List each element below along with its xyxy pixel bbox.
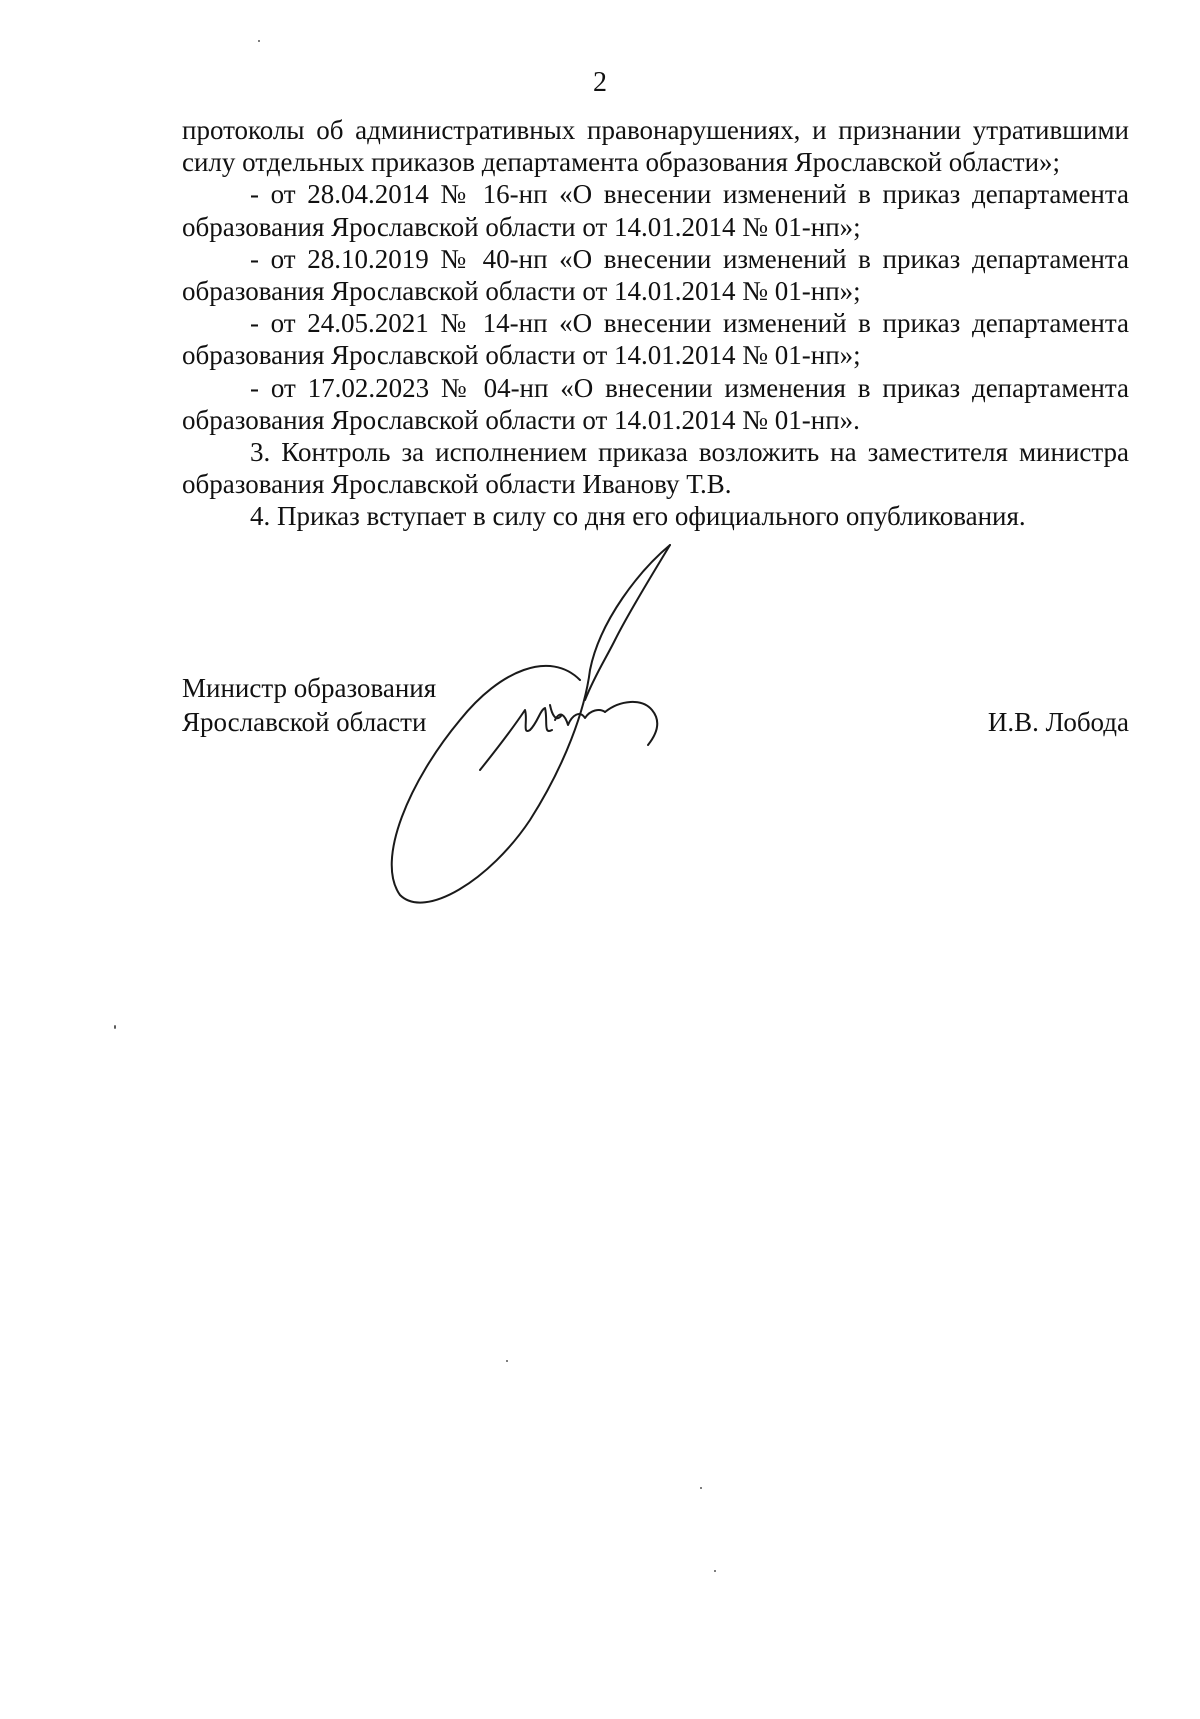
scan-speck bbox=[506, 1360, 508, 1362]
scan-speck bbox=[714, 1570, 716, 1572]
list-item-order-2014: - от 28.04.2014 № 16-нп «О внесении изменений в приказ департамента образования Ярославской области от 14.01.2014 № 01-нп»; bbox=[182, 179, 1129, 242]
page-number: 2 bbox=[593, 67, 607, 98]
list-item-order-2023: - от 17.02.2023 № 04-нп «О внесении изменения в приказ департамента образования Ярославской области от 14.01.2014 № 01-нп». bbox=[182, 372, 1129, 435]
signatory-title-line-1: Министр образования bbox=[182, 673, 437, 703]
document-body bbox=[182, 114, 1129, 533]
paragraph-control: 3. Контроль за исполнением приказа возложить на заместителя министра образования Ярославской области Иванову Т.В. bbox=[182, 437, 1129, 500]
signatory-name: И.В. Лобода bbox=[987, 707, 1129, 737]
scan-speck bbox=[700, 1487, 702, 1489]
list-item-order-2021: - от 24.05.2021 № 14-нп «О внесении изменений в приказ департамента образования Ярославской области от 14.01.2014 № 01-нп»; bbox=[182, 308, 1129, 371]
scan-speck bbox=[114, 1025, 116, 1029]
paragraph-effective-date: 4. Приказ вступает в силу со дня его официального опубликования. bbox=[250, 501, 1026, 532]
signatory-title-line-2: Ярославской области bbox=[182, 707, 427, 737]
handwritten-signature bbox=[380, 540, 710, 920]
scan-speck bbox=[258, 40, 260, 42]
paragraph-continuation: протоколы об административных правонарушениях, и признании утратившими силу отдельных приказов департамента образования Ярославской области»; bbox=[182, 115, 1129, 178]
list-item-order-2019: - от 28.10.2019 № 40-нп «О внесении изменений в приказ департамента образования Ярославской области от 14.01.2014 № 01-нп»; bbox=[182, 243, 1129, 307]
